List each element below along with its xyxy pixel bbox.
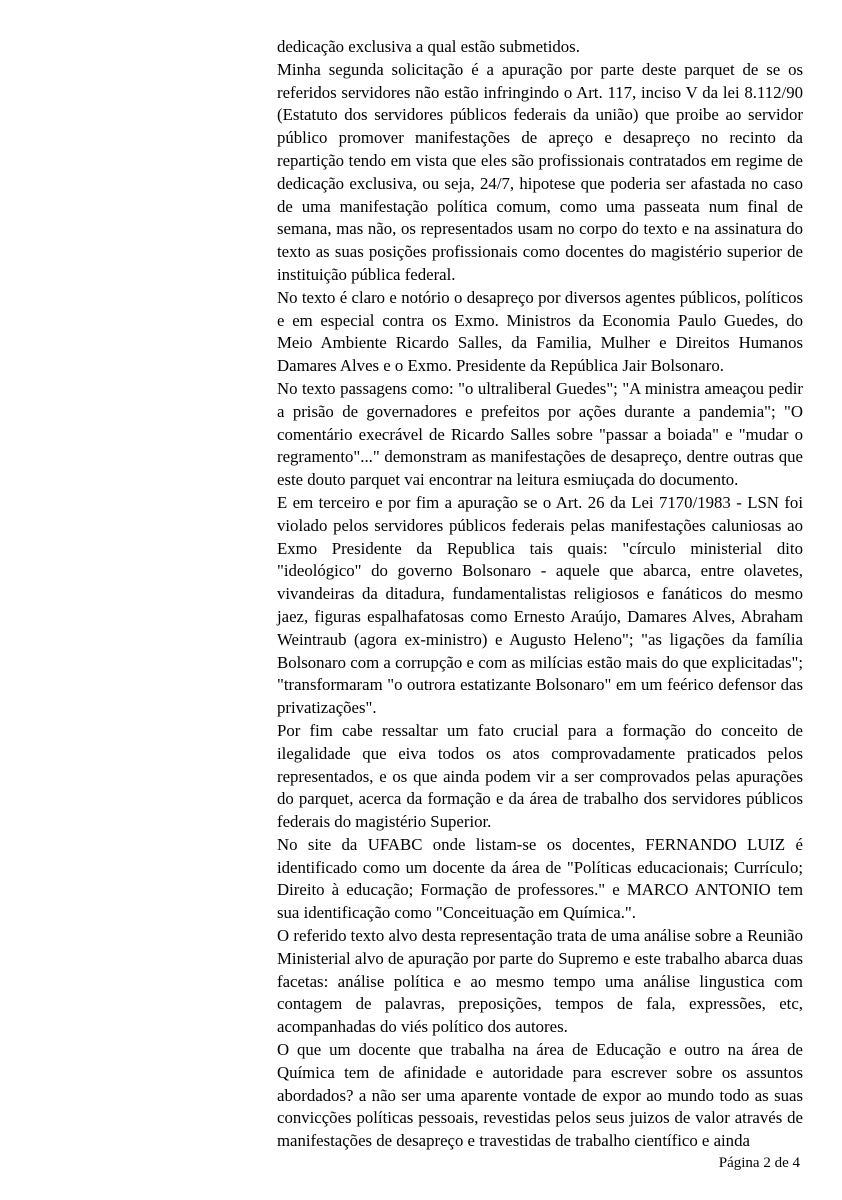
paragraph-second-request: Minha segunda solicitação é a apuração por parte deste parquet de se os referidos servidores não estão infringindo o Art. 117, inciso V da lei 8.112/90 (Estatuto dos servidores públicos federais da união) que proibe ao servidor público promover manifestações de apreço e desapreço no recinto da repartição tendo em vista que eles são profissionais contratados em regime de dedicação exclusiva, ou seja, 24/7, hipotese que poderia ser afastada no caso de uma manifestação política comum, como uma passeata num final de semana, mas não, os representados usam no corpo do texto e na assinatura do texto as suas posições profissionais como docentes do magistério superior de instituição pública federal.	[277, 59, 803, 284]
paragraph-disapproval: No texto é claro e notório o desapreço por diversos agentes públicos, políticos e em especial contra os Exmo. Ministros da Economia Paulo Guedes, do Meio Ambiente Ricardo Salles, da Familia, Mulher e Direitos Humanos Damares Alves e o Exmo. Presidente da República Jair Bolsonaro.	[277, 287, 803, 376]
page-number: Página 2 de 4	[718, 1155, 800, 1171]
paragraph-crucial-fact: Por fim cabe ressaltar um fato crucial para a formação do conceito de ilegalidade que eiva todos os atos comprovadamente praticados pelos representados, e os que ainda podem vir a ser comprovados pelas apurações do parquet, acerca da formação e da área de trabalho dos servidores públicos federais do magistério Superior.	[277, 720, 803, 832]
paragraph-affinity-question: O que um docente que trabalha na área de Educação e outro na área de Química tem de afinidade e autoridade para escrever sobre os assuntos abordados? a não ser uma aparente vontade de expor ao mundo todo as suas convicções políticas pessoais, revestidas pelos seus juizos de valor através de manifestações de desapreço e travestidas de trabalho científico e ainda	[277, 1040, 803, 1151]
paragraph-quoted-passages: No texto passagens como: "o ultraliberal Guedes"; "A ministra ameaçou pedir a prisão de governadores e prefeitos por ações durante a pandemia"; "O comentário execrável de Ricardo Salles sobre "passar a boiada" e "mudar o regramento"..." demonstram as manifestações de desapreço, dentre outras que este douto parquet vai encontrar na leitura esmiuçada do documento.	[277, 378, 803, 490]
paragraph-ufabc-site: No site da UFABC onde listam-se os docentes, FERNANDO LUIZ é identificado como um docente da área de "Políticas educacionais; Currículo; Direito à educação; Formação de professores." e MARCO ANTONIO tem sua identificação como "Conceituação em Química.".	[277, 834, 803, 923]
paragraph-third-request: E em terceiro e por fim a apuração se o Art. 26 da Lei 7170/1983 - LSN foi violado pelos servidores públicos federais pelas manifestações caluniosas ao Exmo Presidente da Republica tais quais: "círculo ministerial dito "ideológico" do governo Bolsonaro - aquele que abarca, entre olavetes, vivandeiras da ditadura, fundamentalistas religiosos e fanáticos do mesmo jaez, figuras espalhafatosas como Ernesto Araújo, Damares Alves, Abraham Weintraub (agora ex-ministro) e Augusto Heleno"; "as ligações da família Bolsonaro com a corrupção e com as milícias estão mais do que explicitadas"; "transformaram "o outrora estatizante Bolsonaro" em um feérico defensor das privatizações".	[277, 492, 803, 718]
document-body	[277, 36, 803, 1153]
paragraph-continuation: dedicação exclusiva a qual estão submetidos.	[277, 37, 580, 56]
paragraph-target-text: O referido texto alvo desta representação trata de uma análise sobre a Reunião Ministerial alvo de apuração por parte do Supremo e este trabalho abarca duas facetas: análise política e ao mesmo tempo uma análise lingustica com contagem de palavras, preposições, tempos de fala, expressões, etc, acompanhadas do viés político dos autores.	[277, 926, 803, 1037]
